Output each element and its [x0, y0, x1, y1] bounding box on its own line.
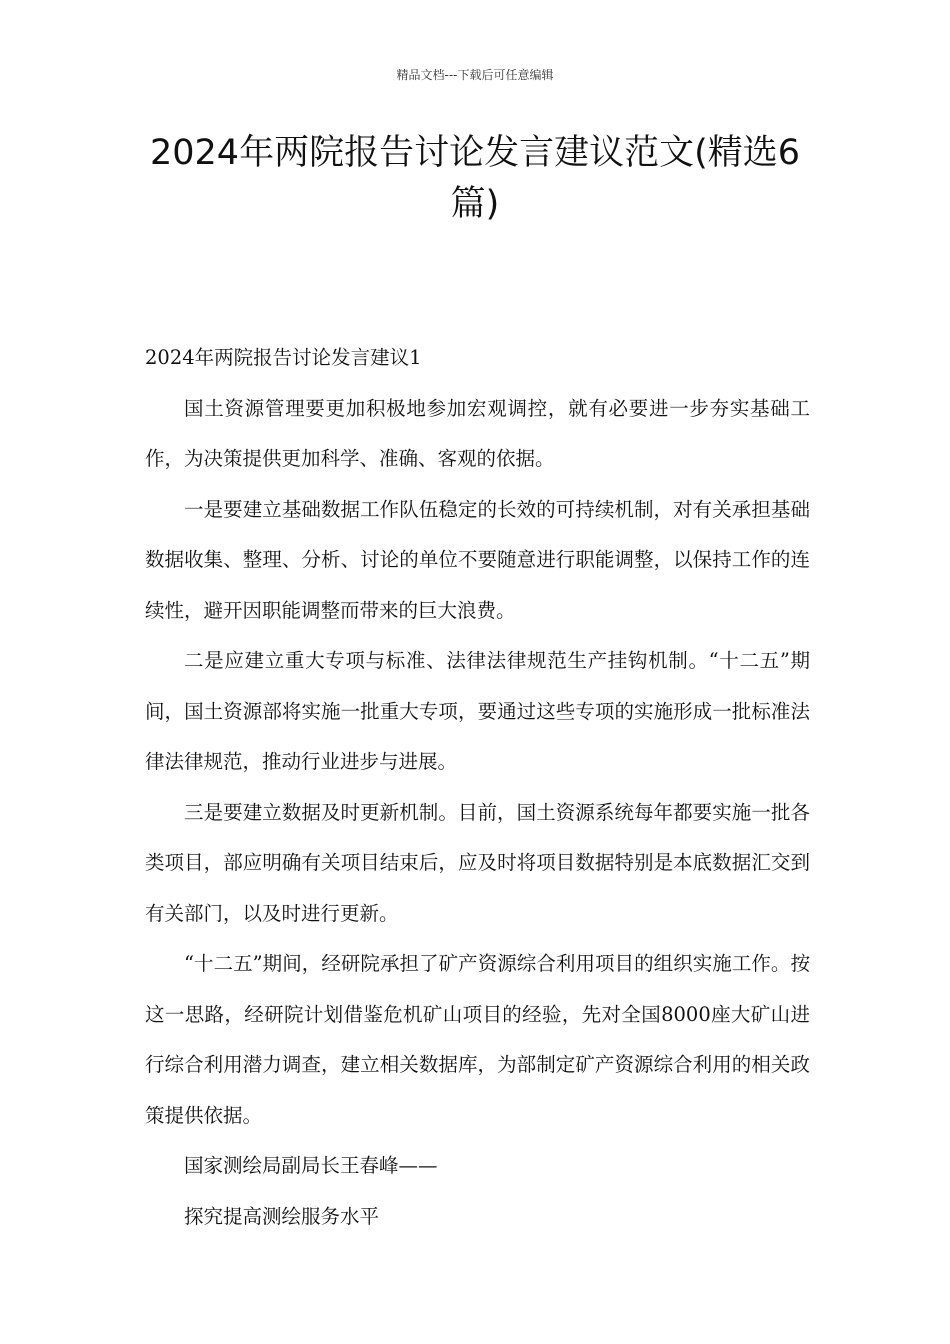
paragraph-3: 二是应建立重大专项与标准、法律法律规范生产挂钩机制。“十二五”期间，国土资源部将实施一批重大专项，要通过这些专项的实施形成一批标准法律法律规范，推动行业进步与进展。	[145, 649, 810, 773]
paragraph-1: 国土资源管理要更加积极地参加宏观调控，就有必要进一步夯实基础工作，为决策提供更加科学、准确、客观的依据。	[145, 396, 810, 470]
paragraph-2: 一是要建立基础数据工作队伍稳定的长效的可持续机制，对有关承担基础数据收集、整理、分析、讨论的单位不要随意进行职能调整，以保持工作的连续性，避开因职能调整而带来的巨大浪费。	[145, 497, 810, 622]
paragraph-5: “十二五”期间，经研院承担了矿产资源综合利用项目的组织实施工作。按这一思路，经研院计划借鉴危机矿山项目的经验，先对全国8000座大矿山进行综合利用潜力调查，建立相关数据库，为部制定矿产资源综合利用的相关政策提供依据。	[145, 952, 810, 1127]
paragraph-4: 三是要建立数据及时更新机制。目前，国土资源系统每年都要实施一批各类项目，部应明确有关项目结束后，应及时将项目数据特别是本底数据汇交到有关部门，以及时进行更新。	[145, 800, 810, 925]
document-title: 2024年两院报告讨论发言建议范文(精选6篇)	[150, 133, 800, 224]
header-note: 精品文档---下载后可任意编辑	[396, 68, 554, 82]
paragraph-6: 国家测绘局副局长王春峰——	[184, 1154, 438, 1177]
paragraph-7: 探究提高测绘服务水平	[184, 1204, 380, 1228]
section-heading: 2024年两院报告讨论发言建议1	[145, 346, 422, 369]
document-body	[145, 333, 810, 1242]
